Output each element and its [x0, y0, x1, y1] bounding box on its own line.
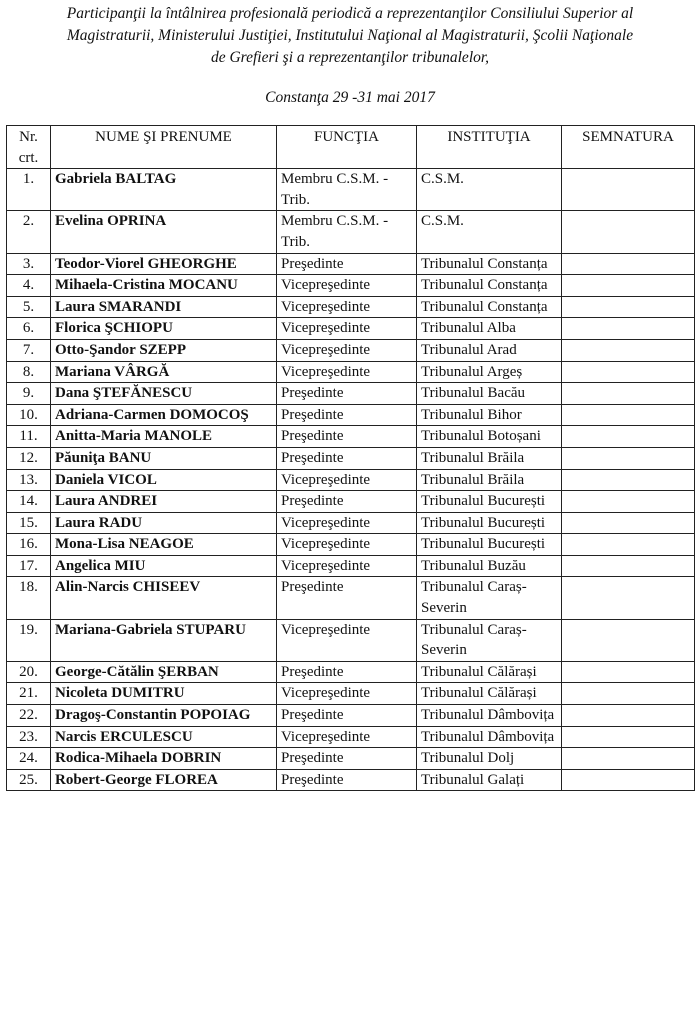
row-number: 23. — [7, 726, 51, 748]
row-number: 7. — [7, 339, 51, 361]
table-row — [7, 577, 695, 619]
signature-cell — [562, 169, 695, 211]
participant-function: Preşedinte — [277, 769, 417, 791]
header-institution: INSTITUŢIA — [417, 126, 562, 169]
participant-name: Laura SMARANDI — [51, 296, 277, 318]
participant-function: Vicepreşedinte — [277, 534, 417, 556]
signature-cell — [562, 661, 695, 683]
participant-name: Nicoleta DUMITRU — [51, 683, 277, 705]
participant-institution: Tribunalul Dolj — [417, 748, 562, 770]
signature-cell — [562, 296, 695, 318]
signature-cell — [562, 491, 695, 513]
participant-name: Otto-Şandor SZEPP — [51, 339, 277, 361]
table-row — [7, 705, 695, 727]
participant-function: Preşedinte — [277, 426, 417, 448]
table-row — [7, 339, 695, 361]
signature-cell — [562, 383, 695, 405]
signature-cell — [562, 726, 695, 748]
header-signature: SEMNATURA — [562, 126, 695, 169]
participant-institution: Tribunalul Caraș-Severin — [417, 619, 562, 661]
signature-cell — [562, 275, 695, 297]
row-number: 19. — [7, 619, 51, 661]
participant-institution: Tribunalul Brăila — [417, 469, 562, 491]
header-nr: Nr. crt. — [7, 126, 51, 169]
table-row — [7, 275, 695, 297]
table-row — [7, 512, 695, 534]
participant-function: Preşedinte — [277, 383, 417, 405]
row-number: 13. — [7, 469, 51, 491]
signature-cell — [562, 619, 695, 661]
table-row — [7, 404, 695, 426]
participant-name: Rodica-Mihaela DOBRIN — [51, 748, 277, 770]
participant-function: Vicepreşedinte — [277, 619, 417, 661]
row-number: 21. — [7, 683, 51, 705]
participant-function: Vicepreşedinte — [277, 726, 417, 748]
table-row — [7, 296, 695, 318]
participant-function: Membru C.S.M. - Trib. — [277, 169, 417, 211]
table-row — [7, 318, 695, 340]
participant-function: Vicepreşedinte — [277, 296, 417, 318]
table-row — [7, 426, 695, 448]
participant-function: Preşedinte — [277, 447, 417, 469]
participant-name: Angelica MIU — [51, 555, 277, 577]
row-number: 5. — [7, 296, 51, 318]
table-row — [7, 683, 695, 705]
row-number: 8. — [7, 361, 51, 383]
participant-institution: C.S.M. — [417, 211, 562, 253]
signature-cell — [562, 705, 695, 727]
table-row — [7, 211, 695, 253]
participant-name: Gabriela BALTAG — [51, 169, 277, 211]
signature-cell — [562, 555, 695, 577]
participant-function: Vicepreşedinte — [277, 275, 417, 297]
signature-cell — [562, 447, 695, 469]
signature-cell — [562, 577, 695, 619]
participant-institution: Tribunalul Buzău — [417, 555, 562, 577]
row-number: 4. — [7, 275, 51, 297]
participant-function: Membru C.S.M. - Trib. — [277, 211, 417, 253]
row-number: 9. — [7, 383, 51, 405]
participant-institution: C.S.M. — [417, 169, 562, 211]
participant-name: George-Cătălin ŞERBAN — [51, 661, 277, 683]
participant-institution: Tribunalul Arad — [417, 339, 562, 361]
signature-cell — [562, 748, 695, 770]
row-number: 6. — [7, 318, 51, 340]
participant-name: Mariana VÂRGĂ — [51, 361, 277, 383]
table-row — [7, 661, 695, 683]
table-row — [7, 726, 695, 748]
signature-cell — [562, 469, 695, 491]
heading-line: Participanţii la întâlnirea profesională periodică a reprezentanţilor Consiliului Superior al — [66, 5, 634, 22]
participant-institution: Tribunalul Galați — [417, 769, 562, 791]
participant-institution: Tribunalul Argeș — [417, 361, 562, 383]
table-row — [7, 619, 695, 661]
table-row — [7, 534, 695, 556]
date-line: Constanţa 29 -31 mai 2017 — [265, 89, 435, 106]
participant-institution: Tribunalul Botoșani — [417, 426, 562, 448]
participant-function: Preşedinte — [277, 491, 417, 513]
signature-cell — [562, 253, 695, 275]
participant-function: Vicepreşedinte — [277, 512, 417, 534]
participant-institution: Tribunalul Alba — [417, 318, 562, 340]
table-row — [7, 748, 695, 770]
participant-institution: Tribunalul Brăila — [417, 447, 562, 469]
participant-function: Vicepreşedinte — [277, 555, 417, 577]
participant-name: Dana ŞTEFĂNESCU — [51, 383, 277, 405]
table-row — [7, 447, 695, 469]
participant-institution: Tribunalul București — [417, 491, 562, 513]
signature-cell — [562, 211, 695, 253]
participant-function: Preşedinte — [277, 404, 417, 426]
participant-name: Laura ANDREI — [51, 491, 277, 513]
participant-name: Laura RADU — [51, 512, 277, 534]
participant-institution: Tribunalul Constanța — [417, 253, 562, 275]
row-number: 11. — [7, 426, 51, 448]
row-number: 3. — [7, 253, 51, 275]
heading-line: Magistraturii, Ministerului Justiţiei, Institutului Naţional al Magistraturii, Şcolii Naţionale — [66, 27, 634, 44]
participant-name: Adriana-Carmen DOMOCOŞ — [51, 404, 277, 426]
participant-name: Daniela VICOL — [51, 469, 277, 491]
signature-cell — [562, 512, 695, 534]
table-row — [7, 769, 695, 791]
row-number: 20. — [7, 661, 51, 683]
row-number: 14. — [7, 491, 51, 513]
row-number: 15. — [7, 512, 51, 534]
row-number: 22. — [7, 705, 51, 727]
row-number: 1. — [7, 169, 51, 211]
signature-cell — [562, 404, 695, 426]
table-row — [7, 491, 695, 513]
signature-cell — [562, 361, 695, 383]
participant-institution: Tribunalul Constanța — [417, 296, 562, 318]
row-number: 2. — [7, 211, 51, 253]
table-row — [7, 469, 695, 491]
participant-function: Vicepreşedinte — [277, 339, 417, 361]
signature-cell — [562, 318, 695, 340]
participant-name: Anitta-Maria MANOLE — [51, 426, 277, 448]
participant-institution: Tribunalul Constanța — [417, 275, 562, 297]
row-number: 10. — [7, 404, 51, 426]
participant-name: Evelina OPRINA — [51, 211, 277, 253]
table-row — [7, 383, 695, 405]
table-row — [7, 361, 695, 383]
participant-institution: Tribunalul Bihor — [417, 404, 562, 426]
participant-name: Mona-Lisa NEAGOE — [51, 534, 277, 556]
table-header-row — [7, 126, 695, 169]
signature-cell — [562, 339, 695, 361]
participant-function: Preşedinte — [277, 253, 417, 275]
participant-function: Vicepreşedinte — [277, 469, 417, 491]
heading-line: de Grefieri şi a reprezentanţilor tribunalelor, — [210, 49, 490, 66]
table-row — [7, 169, 695, 211]
participant-function: Preşedinte — [277, 705, 417, 727]
participant-institution: Tribunalul Călărași — [417, 661, 562, 683]
header-name: NUME ŞI PRENUME — [51, 126, 277, 169]
participant-name: Mariana-Gabriela STUPARU — [51, 619, 277, 661]
row-number: 24. — [7, 748, 51, 770]
signature-cell — [562, 426, 695, 448]
participants-table — [6, 125, 695, 791]
participant-name: Robert-George FLOREA — [51, 769, 277, 791]
participant-name: Mihaela-Cristina MOCANU — [51, 275, 277, 297]
row-number: 18. — [7, 577, 51, 619]
participant-name: Teodor-Viorel GHEORGHE — [51, 253, 277, 275]
participant-institution: Tribunalul Bacău — [417, 383, 562, 405]
table-row — [7, 253, 695, 275]
participant-name: Dragoş-Constantin POPOIAG — [51, 705, 277, 727]
participant-function: Preşedinte — [277, 577, 417, 619]
participant-function: Preşedinte — [277, 748, 417, 770]
participant-function: Vicepreşedinte — [277, 683, 417, 705]
signature-cell — [562, 534, 695, 556]
document-heading — [0, 0, 700, 69]
participant-institution: Tribunalul București — [417, 512, 562, 534]
participant-institution: Tribunalul Dâmbovița — [417, 726, 562, 748]
participant-name: Alin-Narcis CHISEEV — [51, 577, 277, 619]
participant-name: Narcis ERCULESCU — [51, 726, 277, 748]
signature-cell — [562, 769, 695, 791]
row-number: 17. — [7, 555, 51, 577]
participant-institution: Tribunalul Dâmbovița — [417, 705, 562, 727]
participant-name: Păuniţa BANU — [51, 447, 277, 469]
row-number: 25. — [7, 769, 51, 791]
header-function: FUNCŢIA — [277, 126, 417, 169]
participant-institution: Tribunalul București — [417, 534, 562, 556]
participant-function: Vicepreşedinte — [277, 318, 417, 340]
participant-institution: Tribunalul Caraș-Severin — [417, 577, 562, 619]
signature-cell — [562, 683, 695, 705]
participant-function: Vicepreşedinte — [277, 361, 417, 383]
participant-institution: Tribunalul Călărași — [417, 683, 562, 705]
table-row — [7, 555, 695, 577]
row-number: 12. — [7, 447, 51, 469]
row-number: 16. — [7, 534, 51, 556]
participant-function: Preşedinte — [277, 661, 417, 683]
participant-name: Florica ŞCHIOPU — [51, 318, 277, 340]
